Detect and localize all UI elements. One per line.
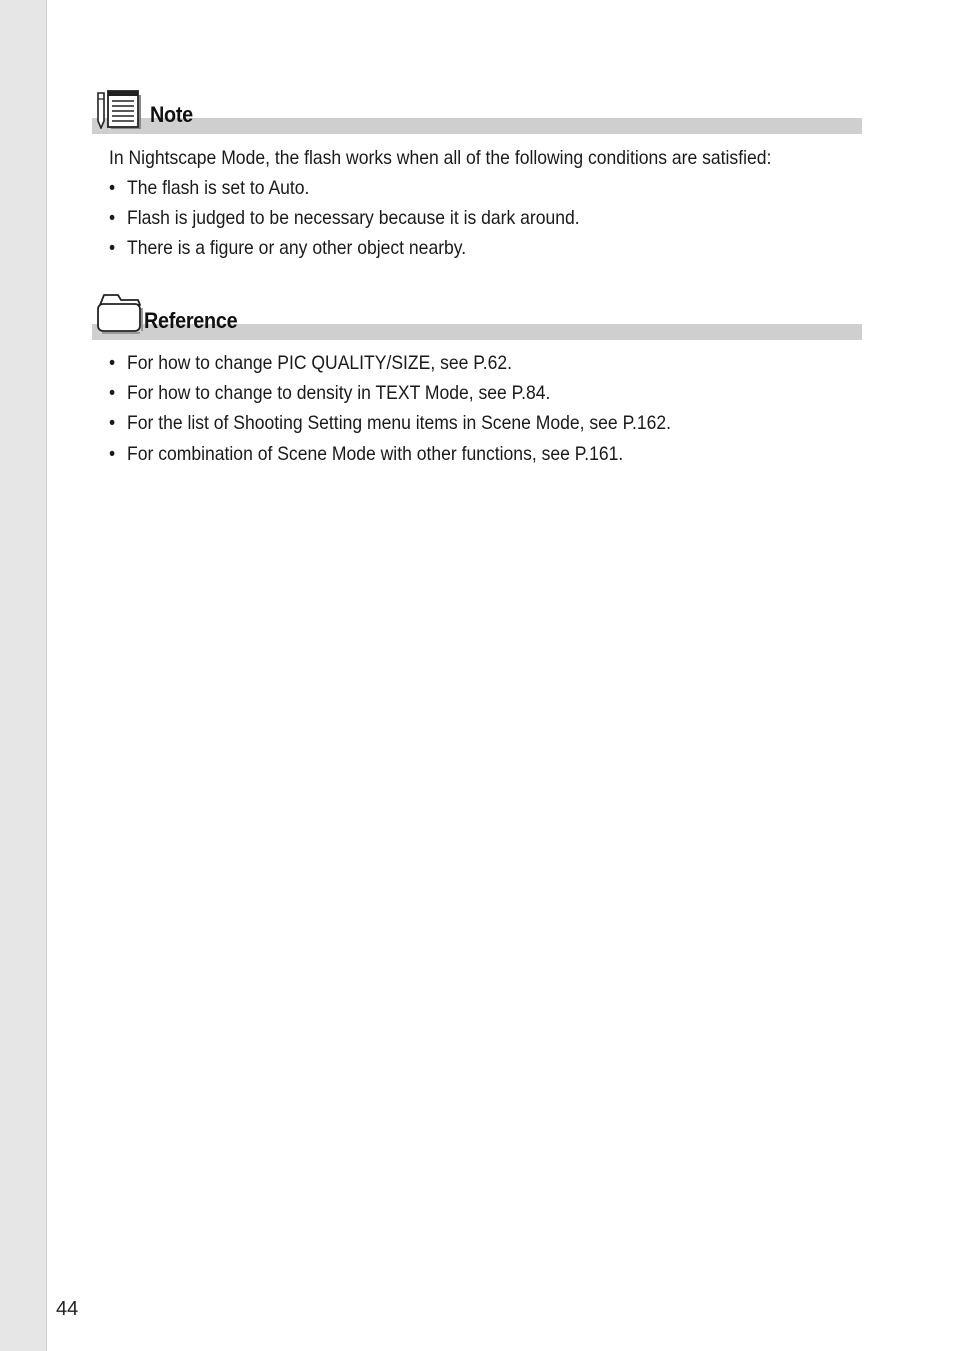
bullet: •: [109, 177, 116, 199]
page-number: 44: [56, 1298, 79, 1320]
list-item-text: For combination of Scene Mode with other functions, see P.161.: [127, 443, 624, 465]
list-item-text: Flash is judged to be necessary because it is dark around.: [127, 207, 580, 229]
list-item: [109, 176, 309, 200]
list-item: [109, 381, 550, 405]
list-item-text: For how to change to density in TEXT Mode, see P.84.: [127, 382, 551, 404]
note-heading: [92, 90, 862, 134]
list-item: [109, 206, 580, 230]
bullet: •: [109, 382, 116, 404]
list-item-text: For how to change PIC QUALITY/SIZE, see P.62.: [127, 352, 512, 374]
notepad-pencil-icon: [94, 87, 144, 134]
note-title: Note: [150, 102, 193, 127]
note-intro: In Nightscape Mode, the flash works when all of the following conditions are satisfied:: [109, 147, 772, 169]
list-item: [109, 351, 512, 375]
list-item-text: There is a figure or any other object nearby.: [127, 237, 467, 259]
list-item: [109, 411, 671, 435]
list-item: [109, 236, 466, 260]
list-item-text: The flash is set to Auto.: [127, 177, 310, 199]
folder-icon: [94, 291, 144, 340]
bullet: •: [109, 443, 116, 465]
bullet: •: [109, 412, 116, 434]
reference-title: Reference: [144, 308, 238, 333]
list-item: [109, 442, 623, 466]
reference-heading: [92, 296, 862, 340]
page-margin-strip: [0, 0, 47, 1351]
note-heading-bar: [92, 118, 862, 134]
bullet: •: [109, 207, 116, 229]
bullet: •: [109, 237, 116, 259]
bullet: •: [109, 352, 116, 374]
list-item-text: For the list of Shooting Setting menu items in Scene Mode, see P.162.: [127, 412, 672, 434]
